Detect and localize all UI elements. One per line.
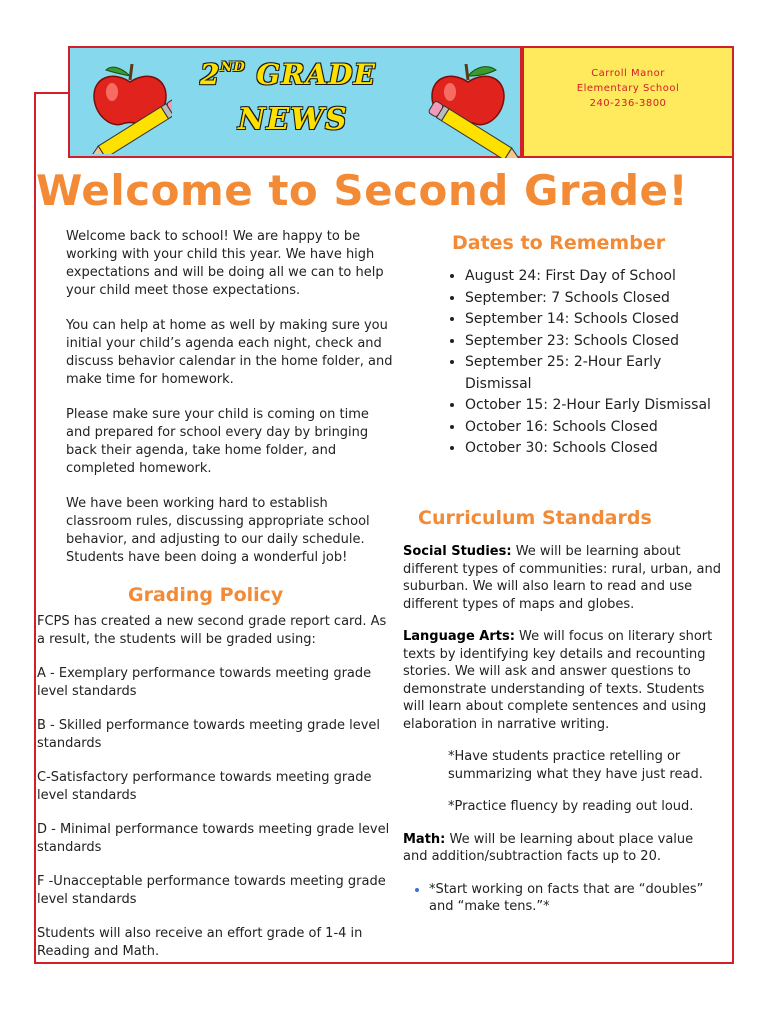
apple-pencil-icon (82, 54, 172, 154)
date-item: • October 15: 2-Hour Early Dismissal (465, 395, 718, 417)
apple-pencil-icon (416, 54, 520, 158)
curriculum-section (403, 543, 721, 916)
grade-item: A - Exemplary performance towards meeting grade level standards (37, 666, 372, 699)
math-paragraph: Math: We will be learning about place value and addition/subtraction facts up to 20. (403, 831, 694, 864)
language-arts-tip: *Practice fluency by reading out loud. (448, 799, 694, 814)
effort-grade-note: Students will also receive an effort grade of 1-4 in Reading and Math. (37, 926, 363, 959)
welcome-paragraph: Welcome back to school! We are happy to be working with your child this year. We have high expectations and will be doing all we can to help your child meet those expectations. (66, 229, 384, 298)
date-item: • October 16: Schools Closed (465, 417, 718, 439)
date-item: • September 25: 2-Hour Early Dismissal (465, 352, 718, 395)
dates-list (438, 266, 718, 460)
dates-heading: Dates to Remember (452, 232, 666, 254)
grading-intro: FCPS has created a new second grade report card. As a result, the students will be graded using: (37, 614, 387, 647)
language-arts-paragraph: Language Arts: We will focus on literary short texts by identifying key details and recounting stories. We will ask and answer questions to demonstrate understanding of texts. Students will learn about complete sentences and using elaboration in narrative writing. (403, 629, 713, 732)
grade-item: D - Minimal performance towards meeting grade level standards (37, 822, 390, 855)
date-item: • September 23: Schools Closed (465, 331, 718, 353)
math-label: Math: (403, 831, 446, 847)
school-phone: 240-236-3800 (589, 98, 667, 109)
social-studies-label: Social Studies: (403, 544, 512, 559)
language-arts-label: Language Arts: (403, 629, 515, 644)
banner-title-line1: 2ND GRADE (200, 58, 376, 91)
welcome-section (66, 228, 396, 584)
school-info-box (522, 46, 734, 158)
welcome-paragraph: We have been working hard to establish classroom rules, discussing appropriate school behavior, and adjusting to our daily schedule. Students have been doing a wonderful job! (66, 496, 370, 565)
math-tip: • *Start working on facts that are “doubles” and “make tens.”* (429, 881, 721, 916)
school-name-line2: Elementary School (576, 83, 680, 94)
welcome-paragraph: You can help at home as well by making sure you initial your child’s agenda each night, check and discuss behavior calendar in the home folder, and make time for homework. (66, 318, 393, 387)
curriculum-heading: Curriculum Standards (418, 507, 652, 529)
banner-title-line2: NEWS (238, 102, 348, 137)
grade-item: F -Unacceptable performance towards meeting grade level standards (37, 874, 386, 907)
school-name-line1: Carroll Manor (591, 68, 665, 79)
dates-section (438, 266, 718, 460)
grading-policy-heading: Grading Policy (128, 584, 284, 606)
date-item: • September: 7 Schools Closed (465, 288, 718, 310)
math-tips-list (403, 881, 721, 916)
grade-item: B - Skilled performance towards meeting grade level standards (37, 718, 381, 751)
grade-item: C-Satisfactory performance towards meeting grade level standards (37, 770, 372, 803)
welcome-paragraph: Please make sure your child is coming on time and prepared for school every day by bringing back their agenda, take home folder, and completed homework. (66, 407, 369, 476)
grading-policy-section (37, 613, 393, 977)
social-studies-paragraph: Social Studies: We will be learning about different types of communities: rural, urban, and suburban. We will also learn to read and use different types of maps and globes. (403, 544, 721, 612)
date-item: • October 30: Schools Closed (465, 438, 718, 460)
date-item: • August 24: First Day of School (465, 266, 718, 288)
date-item: • September 14: Schools Closed (465, 309, 718, 331)
page-title: Welcome to Second Grade! (36, 166, 689, 215)
language-arts-tip: *Have students practice retelling or summarizing what they have just read. (448, 749, 703, 782)
newsletter-banner (68, 46, 522, 158)
